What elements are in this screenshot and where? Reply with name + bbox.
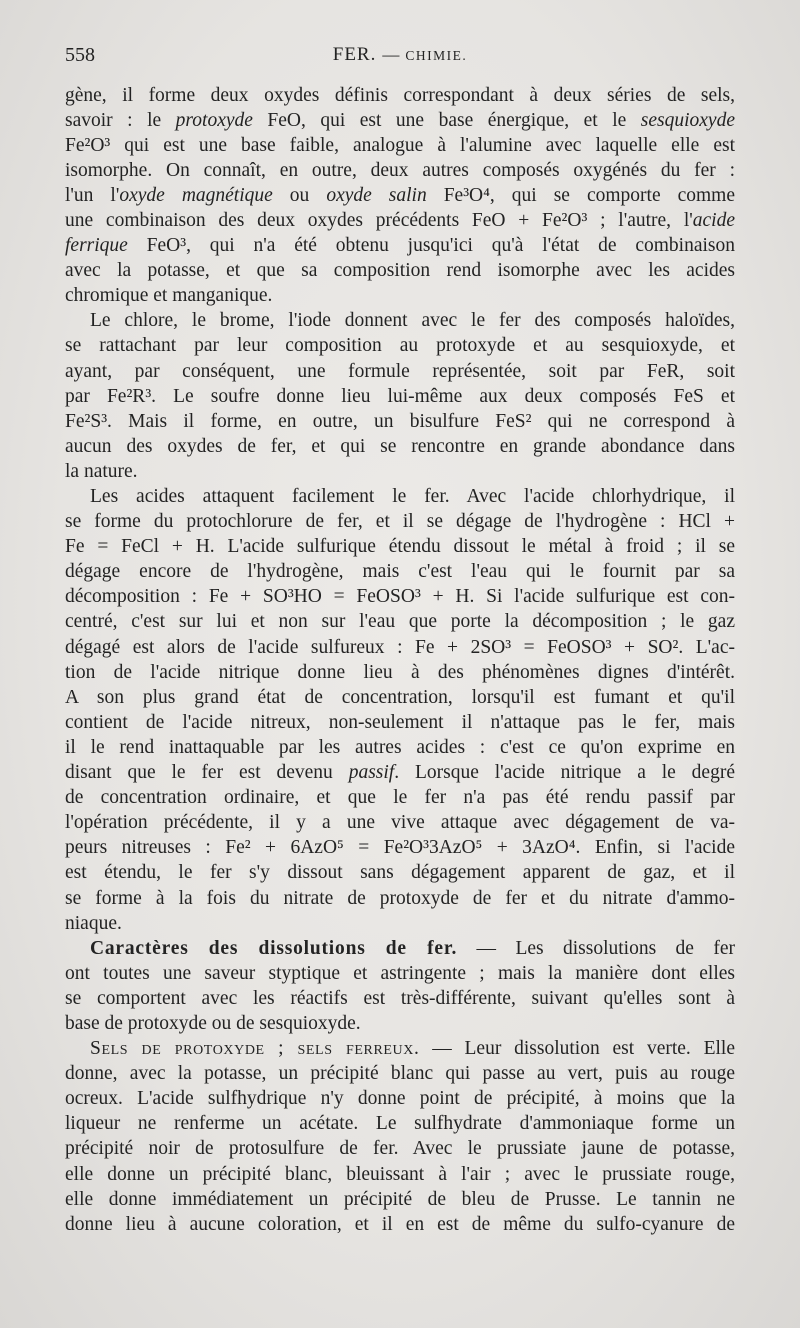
line-text: aucun des oxydes de fer, et qui se rencontre en grande abondance dans <box>65 435 735 457</box>
text-line <box>65 208 735 233</box>
line-text: par Fe²R³. Le soufre donne lieu lui-même aux deux composés FeS et <box>65 385 735 407</box>
running-header <box>65 42 735 68</box>
article-title: FER. <box>332 44 377 65</box>
line-text: elle donne un précipité blanc, bleuissant à l'air ; avec le prussiate rouge, <box>65 1163 735 1185</box>
italic-text: passif <box>348 762 395 784</box>
text-run: — Les dissolutions de fer <box>457 937 735 959</box>
line-text: dégagé est alors de l'acide sulfureux : Fe + 2SO³ = FeOSO³ + SO². L'ac- <box>65 636 735 658</box>
italic-text: oxyde salin <box>326 184 427 206</box>
line-text: Fe²S³. Mais il forme, en outre, un bisulfure FeS² qui ne correspond à <box>65 410 735 432</box>
italic-text: ferrique <box>65 235 128 257</box>
line-text: se forme du protochlorure de fer, et il se dégage de l'hydrogène : HCl + <box>65 511 735 533</box>
line-text: chromique et manganique. <box>65 285 273 307</box>
text-line <box>65 384 735 409</box>
line-text: la nature. <box>65 460 138 482</box>
text-line <box>65 584 735 609</box>
line-text: niaque. <box>65 912 122 934</box>
line-text: précipité noir de protosulfure de fer. Avec le prussiate jaune de potasse, <box>65 1138 735 1160</box>
italic-text: oxyde magnétique <box>119 184 273 206</box>
line-text: centré, c'est sur lui et non sur l'eau que porte la décomposition ; le gaz <box>65 611 735 633</box>
text-line <box>65 233 735 258</box>
text-line <box>65 635 735 660</box>
text-line <box>65 911 735 936</box>
line-text: décomposition : Fe + SO³HO = FeOSO³ + H. Si l'acide sulfurique est con- <box>65 586 735 608</box>
page-number: 558 <box>65 44 95 66</box>
text-line <box>65 534 735 559</box>
line-text: Fe = FeCl + H. L'acide sulfurique étendu dissout le métal à froid ; il se <box>65 536 735 558</box>
text-line <box>65 986 735 1011</box>
text-line <box>65 83 735 108</box>
line-text: isomorphe. On connaît, en outre, deux autres composés oxygénés du fer : <box>65 159 735 181</box>
text-run: une combinaison des deux oxydes précédents FeO + Fe²O³ ; l'autre, l' <box>65 209 693 231</box>
line-text: se comportent avec les réactifs est très-différente, suivant qu'elles sont à <box>65 987 735 1009</box>
text-line <box>65 1212 735 1237</box>
text-line <box>65 559 735 584</box>
text-run: FeO, qui est une base énergique, et le <box>252 109 641 131</box>
text-line <box>65 810 735 835</box>
italic-text: acide <box>692 209 735 231</box>
section-heading: Caractères des dissolutions de fer. <box>90 937 458 959</box>
paragraph <box>65 1036 735 1237</box>
text-line <box>65 183 735 208</box>
line-text: l'opération précédente, il y a une vive attaque avec dégagement de va- <box>65 812 735 834</box>
text-line <box>65 785 735 810</box>
line-text: Les acides attaquent facilement le fer. Avec l'acide chlorhydrique, il <box>90 486 735 507</box>
text-line <box>65 359 735 384</box>
text-line <box>65 1187 735 1212</box>
line-text: ayant, par conséquent, une formule représentée, soit par FeR, soit <box>65 360 735 382</box>
line-text: gène, il forme deux oxydes définis correspondant à deux séries de sels, <box>65 84 735 106</box>
text-line <box>65 434 735 459</box>
line-text: tion de l'acide nitrique donne lieu à des phénomènes dignes d'intérêt. <box>65 661 735 683</box>
text-line <box>65 710 735 735</box>
line-text: liqueur ne renferme un acétate. Le sulfhydrate d'ammoniaque forme un <box>65 1113 735 1135</box>
line-text: dégage encore de l'hydrogène, mais c'est l'eau qui le fournit par sa <box>65 561 735 583</box>
line-text: donne lieu à aucune coloration, et il en est de même du sulfo-cyanure de <box>65 1213 735 1235</box>
line-text: il le rend inattaquable par les autres acides : c'est ce qu'on exprime en <box>65 736 735 758</box>
text-line <box>65 133 735 158</box>
line-text: peurs nitreuses : Fe² + 6AzO⁵ = Fe²O³3AzO⁵ + 3AzO⁴. Enfin, si l'acide <box>65 837 735 859</box>
text-line <box>65 1061 735 1086</box>
text-line <box>65 258 735 283</box>
line-text <box>90 938 735 959</box>
text-run: ou <box>272 184 327 206</box>
line-text: ont toutes une saveur styptique et astringente ; mais la manière dont elles <box>65 962 735 984</box>
text-line <box>65 484 735 509</box>
section-title: CHIMIE. <box>405 48 468 63</box>
text-line <box>65 1162 735 1187</box>
line-text <box>65 110 735 131</box>
line-text: se rattachant par leur composition au protoxyde et au sesquioxyde, et <box>65 335 735 357</box>
text-line <box>65 685 735 710</box>
paragraph-continued <box>65 83 735 309</box>
text-line <box>65 1086 735 1111</box>
text-line <box>65 860 735 885</box>
line-text <box>90 1038 735 1059</box>
text-line <box>65 1136 735 1161</box>
line-text: de concentration ordinaire, et que le fer n'a pas été rendu passif par <box>65 787 735 809</box>
text-line <box>65 760 735 785</box>
line-text: elle donne immédiatement un précipité de bleu de Prusse. Le tannin ne <box>65 1188 735 1210</box>
text-line <box>65 835 735 860</box>
text-line <box>65 735 735 760</box>
title-separator: — <box>382 45 400 64</box>
text-run: savoir : le <box>65 109 176 131</box>
text-line <box>65 509 735 534</box>
line-text: avec la potasse, et que sa composition rend isomorphe avec les acides <box>65 260 735 282</box>
text-line <box>65 936 735 961</box>
line-text <box>65 762 735 783</box>
line-text: ocreux. L'acide sulfhydrique n'y donne point de précipité, à moins que la <box>65 1088 735 1110</box>
line-text <box>65 210 735 231</box>
line-text <box>65 235 735 256</box>
text-line <box>65 108 735 133</box>
line-text: Le chlore, le brome, l'iode donnent avec le fer des composés haloïdes, <box>90 310 735 332</box>
text-run: disant que le fer est devenu <box>65 762 349 784</box>
text-line <box>65 1036 735 1061</box>
text-run: l'un l' <box>65 184 120 206</box>
text-run: FeO³, qui n'a été obtenu jusqu'ici qu'à l'état de combinaison <box>127 235 735 257</box>
text-line <box>65 660 735 685</box>
italic-text: protoxyde <box>175 109 253 131</box>
line-text: contient de l'acide nitreux, non-seulement il n'attaque pas le fer, mais <box>65 711 735 733</box>
line-text: base de protoxyde ou de sesquioxyde. <box>65 1012 361 1034</box>
running-title <box>65 42 735 69</box>
text-line <box>65 1111 735 1136</box>
text-line <box>65 333 735 358</box>
line-text: donne, avec la potasse, un précipité blanc qui passe au vert, puis au rouge <box>65 1063 735 1085</box>
line-text <box>65 185 735 206</box>
text-line <box>65 409 735 434</box>
paragraph <box>65 484 735 936</box>
page-body-text <box>65 83 735 1237</box>
text-line <box>65 283 735 308</box>
text-line <box>65 158 735 183</box>
text-run: — Leur dissolution est verte. Elle <box>419 1038 735 1060</box>
line-text: est étendu, le fer s'y dissout sans dégagement apparent de gaz, et il <box>65 862 735 884</box>
text-line <box>65 886 735 911</box>
text-run: . Lorsque l'acide nitrique a le degré <box>394 762 735 784</box>
text-line <box>65 459 735 484</box>
subsection-heading: Sels de protoxyde ; sels ferreux. <box>90 1038 420 1060</box>
text-line <box>65 961 735 986</box>
line-text: Fe²O³ qui est une base faible, analogue à l'alumine avec laquelle elle est <box>65 134 735 156</box>
paragraph <box>65 936 735 1036</box>
text-line <box>65 308 735 333</box>
line-text: A son plus grand état de concentration, lorsqu'il est fumant et qu'il <box>65 686 735 708</box>
line-text: se forme à la fois du nitrate de protoxyde de fer et du nitrate d'ammo- <box>65 887 735 909</box>
italic-text: sesquioxyde <box>640 109 735 131</box>
text-run: Fe³O⁴, qui se comporte comme <box>426 184 735 206</box>
paragraph <box>65 308 735 484</box>
text-line <box>65 1011 735 1036</box>
text-line <box>65 609 735 634</box>
